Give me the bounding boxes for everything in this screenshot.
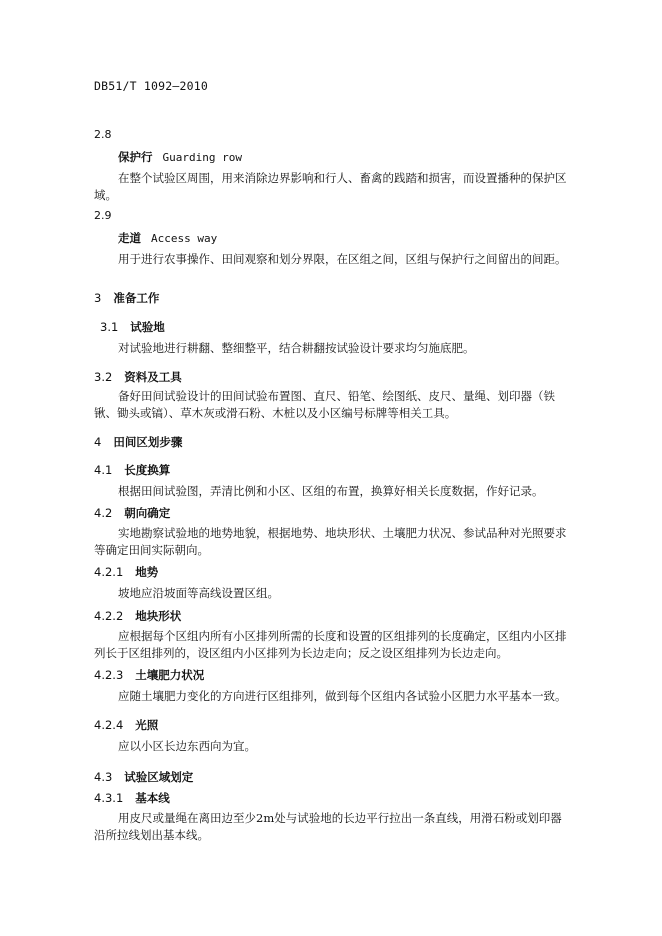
- term-en: Access way: [151, 232, 218, 245]
- section-heading-4-2-4: [94, 717, 158, 733]
- section-number: 4.2: [94, 506, 113, 520]
- paragraph: 应根据每个区组内所有小区排列所需的长度和设置的区组排列的长度确定，区组内小区排列长于区组排列的，设区组内小区排列为长边走向；反之设区组排列为长边走向。: [94, 629, 567, 660]
- term-access-way: [118, 230, 217, 246]
- section-heading-3: [94, 290, 159, 306]
- clause-number-2-8: 2.8: [94, 128, 112, 141]
- paragraph: 对试验地进行耕翻、整细整平，结合耕翻按试验设计要求均匀施底肥。: [118, 341, 475, 355]
- term-zh: 保护行: [118, 150, 153, 164]
- section-number: 4.2.1: [94, 565, 124, 579]
- term-guarding-row: [118, 149, 242, 165]
- paragraph: 用皮尺或量绳在离田边至少2m处与试验地的长边平行拉出一条直线，用滑石粉或划印器沿所拉线划出基本线。: [94, 811, 562, 842]
- paragraph: 实地勘察试验地的地势地貌，根据地势、地块形状、土壤肥力状况、参试品种对光照要求等确定田间实际朝向。: [94, 526, 567, 557]
- section-number: 4.2.4: [94, 718, 124, 732]
- section-title: 田间区划步骤: [113, 435, 183, 449]
- section-number: 3.2: [94, 370, 113, 384]
- section-heading-4-2-3: [94, 667, 204, 683]
- section-number: 3: [94, 291, 102, 305]
- paragraph: 应随土壤肥力变化的方向进行区组排列，做到每个区组内各试验小区肥力水平基本一致。: [118, 689, 567, 703]
- paragraph: 根据田间试验图，弄清比例和小区、区组的布置，换算好相关长度数据，作好记录。: [118, 484, 544, 498]
- document-code-header: DB51/T 1092—2010: [94, 79, 208, 93]
- section-number: 4.2.3: [94, 668, 124, 682]
- section-heading-4-2-2: [94, 608, 181, 624]
- section-title: 基本线: [135, 791, 170, 805]
- paragraph: 备好田间试验设计的田间试验布置图、直尺、铅笔、绘图纸、皮尺、量绳、划印器（铁锹、锄头或镐）、草木灰或滑石粉、木桩以及小区编号标牌等相关工具。: [94, 389, 555, 420]
- paragraph: 坡地应沿坡面等高线设置区组。: [118, 586, 279, 600]
- section-heading-4-2-1: [94, 564, 158, 580]
- section-number: 4.3.1: [94, 791, 124, 805]
- section-number: 4: [94, 435, 102, 449]
- section-heading-3-2: [94, 369, 182, 385]
- term-en: Guarding row: [162, 151, 242, 164]
- paragraph: 应以小区长边东西向为宜。: [118, 739, 256, 753]
- section-title: 准备工作: [113, 291, 160, 305]
- section-heading-4-3: [94, 769, 193, 785]
- section-number: 3.1: [100, 320, 119, 334]
- section-title: 地块形状: [135, 609, 182, 623]
- section-heading-4: [94, 434, 182, 450]
- section-title: 土壤肥力状况: [135, 668, 205, 682]
- section-title: 试验地: [130, 320, 165, 334]
- section-title: 试验区域划定: [124, 770, 194, 784]
- section-title: 长度换算: [124, 463, 171, 477]
- section-heading-4-2: [94, 505, 170, 521]
- section-heading-4-3-1: [94, 790, 170, 806]
- section-number: 4.1: [94, 463, 113, 477]
- term-zh: 走道: [118, 231, 141, 245]
- paragraph: 在整个试验区周围，用来消除边界影响和行人、畜禽的践踏和损害，而设置播种的保护区域。: [94, 171, 567, 202]
- section-title: 朝向确定: [124, 506, 171, 520]
- section-title: 地势: [135, 565, 159, 579]
- section-title: 光照: [135, 718, 159, 732]
- paragraph: 用于进行农事操作、田间观察和划分界限，在区组之间，区组与保护行之间留出的间距。: [118, 252, 567, 266]
- section-heading-4-1: [94, 462, 170, 478]
- section-number: 4.2.2: [94, 609, 124, 623]
- clause-number-2-9: 2.9: [94, 209, 112, 222]
- section-number: 4.3: [94, 770, 113, 784]
- section-title: 资料及工具: [124, 370, 182, 384]
- section-heading-3-1: [100, 319, 165, 335]
